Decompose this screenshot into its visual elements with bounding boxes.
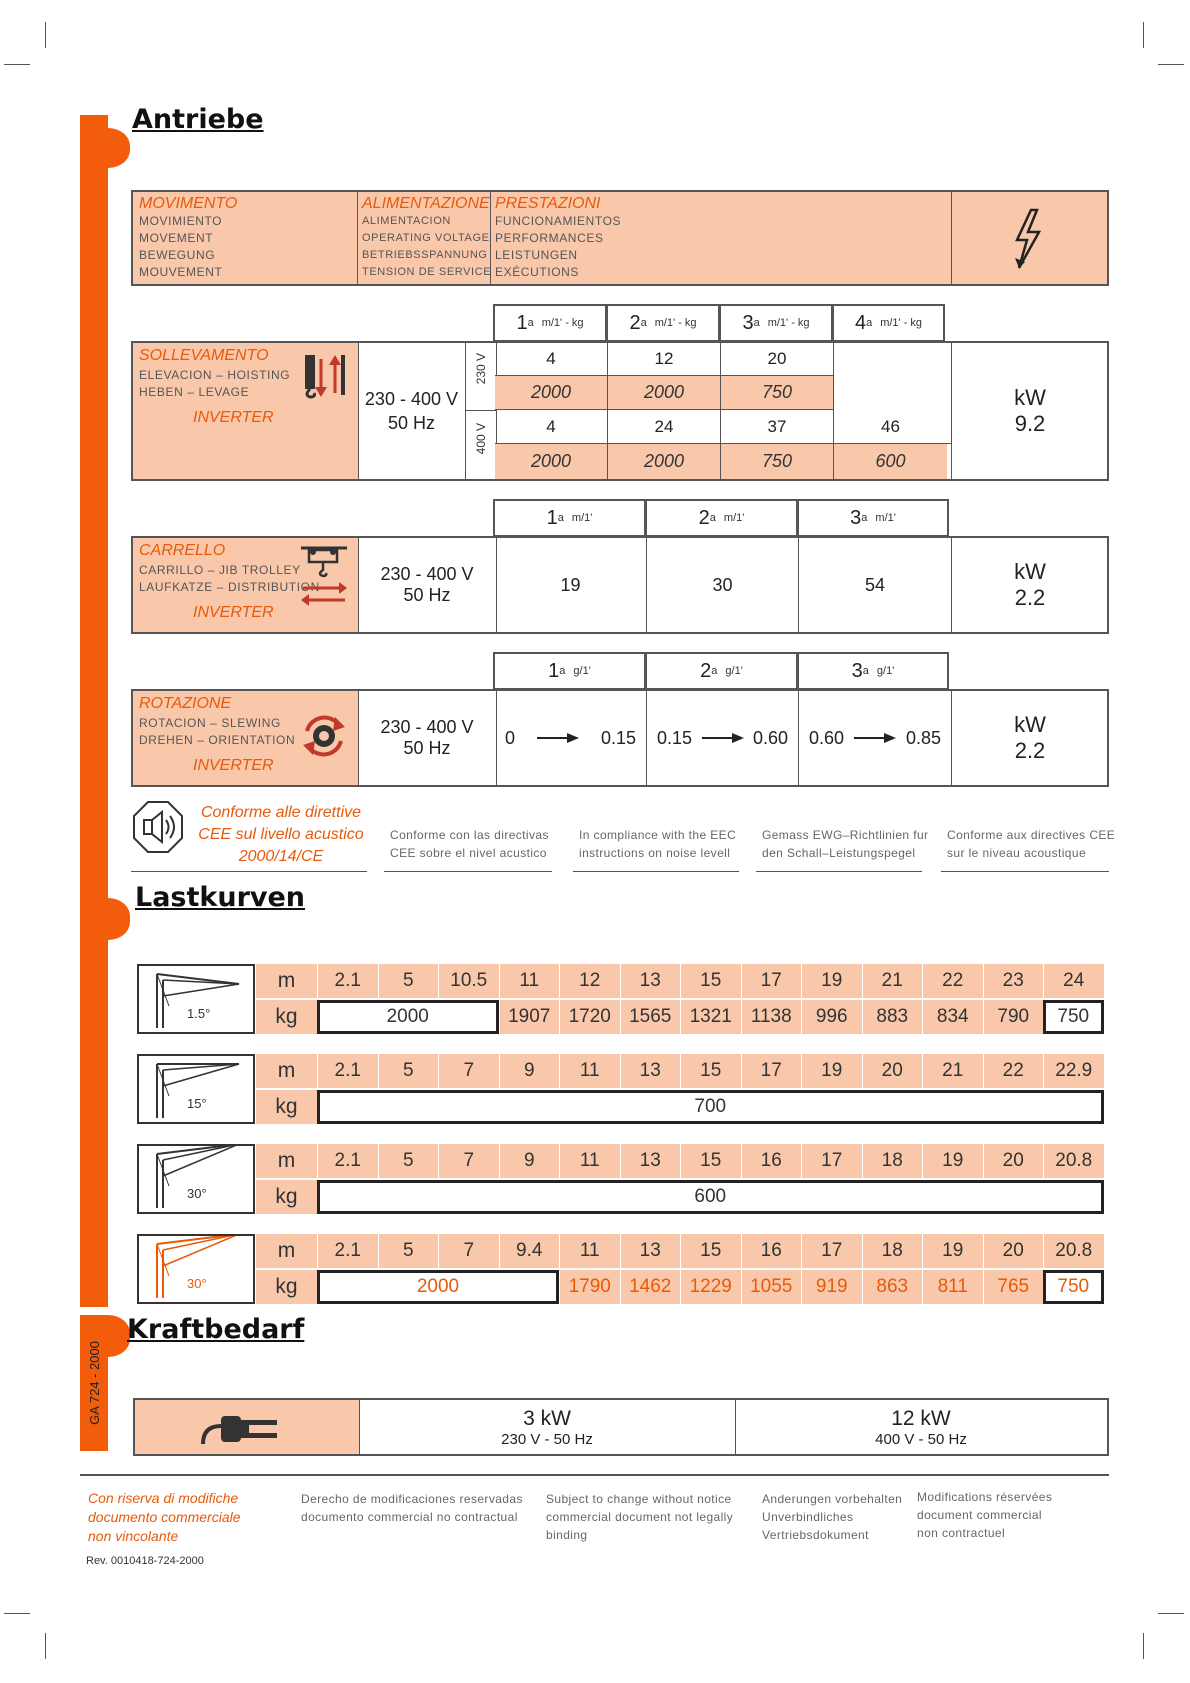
hoisting-cell: 4 (495, 410, 608, 444)
trolley-gear-1: 1 a m/1' (493, 499, 645, 537)
m-label: m (255, 1234, 317, 1268)
load-cell: 1565 (620, 1000, 681, 1034)
trolley-gear-2: 2 a m/1' (645, 499, 797, 537)
hoisting-label-cell: SOLLEVAMENTO ELEVACION – HOISTING HEBEN – LEVAGE INVERTER (133, 343, 359, 479)
power-option-230: 3 kW 230 V - 50 Hz (359, 1400, 736, 1454)
distance-cell: 13 (620, 1234, 681, 1268)
distance-cell: 13 (620, 964, 681, 998)
hoisting-cell: 750 (721, 376, 834, 410)
trolley-speed: 19 (495, 538, 647, 632)
distance-cell: 16 (741, 1144, 802, 1178)
crane-jib-icon (139, 1236, 253, 1302)
noise-note-de: Gemass EWG–Richtlinien fur den Schall–Leistungspegel (762, 828, 929, 860)
section-title-drives: Antriebe (132, 104, 264, 135)
sidebar-tab (108, 128, 130, 168)
noise-note-es: Conforme con las directivas CEE sobre el nivel acustico (390, 828, 549, 860)
hoisting-cell (834, 376, 947, 410)
distance-cell: 9.4 (499, 1234, 560, 1268)
distance-cell: 22 (922, 964, 983, 998)
hoisting-cell: 2000 (608, 376, 721, 410)
distance-cell: 11 (499, 964, 560, 998)
section-title-power: Kraftbedarf (127, 1314, 305, 1345)
slewing-label-cell: ROTAZIONE ROTACION – SLEWING DREHEN – ORIENTATION INVERTER (133, 691, 359, 785)
hoisting-power: kW 9.2 (951, 343, 1108, 479)
hoisting-gear-3: 3 a m/1' - kg (719, 304, 832, 342)
load-curve-table (137, 1144, 1104, 1216)
hoisting-cell: 2000 (495, 376, 608, 410)
distance-cell: 20 (983, 1234, 1044, 1268)
distance-cell: 19 (922, 1144, 983, 1178)
crop-mark (1143, 22, 1144, 48)
jib-angle-cell (137, 1144, 255, 1214)
jib-angle-label: 30° (187, 1276, 207, 1291)
hoisting-cell: 2000 (608, 444, 721, 479)
crop-mark (4, 64, 30, 65)
load-cell: 750 (1043, 1270, 1104, 1304)
power-option-400: 12 kW 400 V - 50 Hz (875, 1406, 967, 1448)
distance-cell: 5 (378, 1054, 439, 1088)
noise-note-it: Conforme alle direttive CEE sul livello acustico 2000/14/CE (198, 804, 364, 865)
footer-divider (80, 1474, 1109, 1476)
footer-es: Derecho de modificaciones reservadas documento commercial no contractual (301, 1492, 523, 1524)
slewing-gear-3: 3 a g/1' (797, 652, 949, 690)
hoisting-cell: 12 (608, 343, 721, 376)
load-cell: 996 (801, 1000, 862, 1034)
load-cell: 1720 (559, 1000, 620, 1034)
load-curve-table (137, 964, 1104, 1036)
distance-cell: 5 (378, 964, 439, 998)
load-cell: 1790 (559, 1270, 620, 1304)
crane-jib-icon (139, 1056, 253, 1122)
trolley-label-cell: CARRELLO CARRILLO – JIB TROLLEY LAUFKATZE – DISTRIBUTION INVERTER (133, 538, 359, 632)
load-cell: 919 (801, 1270, 862, 1304)
hoisting-cell: 46 (881, 417, 900, 436)
distance-cell: 19 (922, 1234, 983, 1268)
footer-en: Subject to change without notice commercial document not legally binding (546, 1492, 734, 1542)
distance-cell: 11 (559, 1144, 620, 1178)
crop-mark (4, 1613, 30, 1614)
distance-cell: 17 (741, 1054, 802, 1088)
trolley-voltage-cell: 230 - 400 V 50 Hz (358, 538, 497, 632)
hoisting-voltage-cell: 230 - 400 V 50 Hz (358, 343, 497, 479)
trolley-icon (299, 544, 349, 610)
distance-cell: 12 (559, 964, 620, 998)
jib-angle-label: 30° (187, 1186, 207, 1201)
hoisting-gear-1: 1 a m/1' - kg (493, 304, 606, 342)
distance-cell: 15 (680, 1054, 741, 1088)
crane-jib-icon (139, 1146, 253, 1212)
distance-cell: 16 (741, 1234, 802, 1268)
slewing-voltage-cell: 230 - 400 V 50 Hz (358, 691, 497, 785)
distance-cell: 2.1 (317, 1234, 378, 1268)
arrow-right-icon (852, 731, 898, 745)
distance-cell: 2.1 (317, 964, 378, 998)
footer-de: Anderungen vorbehalten Unverbindliches Vertriebsdokument (762, 1492, 903, 1542)
noise-note-en: In compliance with the EEC instructions on noise levell (579, 828, 737, 860)
header-movement: MOVIMENTO MOVIMIENTO MOVEMENT BEWEGUNG MOUVEMENT (139, 195, 238, 279)
kg-label: kg (255, 1090, 317, 1124)
distance-cell: 15 (680, 964, 741, 998)
load-cell: 600 (317, 1180, 1104, 1214)
jib-angle-label: 15° (187, 1096, 207, 1111)
hoisting-cell: 20 (721, 343, 834, 376)
distance-cell: 21 (922, 1054, 983, 1088)
load-cell: 2000 (317, 1000, 499, 1034)
label-230v: 230 V (474, 353, 488, 385)
crop-mark (1143, 1633, 1144, 1659)
distance-cell: 11 (559, 1054, 620, 1088)
distance-cell: 5 (378, 1144, 439, 1178)
distance-cell: 11 (559, 1234, 620, 1268)
load-cell: 1462 (620, 1270, 681, 1304)
crop-mark (1158, 64, 1184, 65)
load-cell: 1138 (741, 1000, 802, 1034)
hoisting-gear-4: 4 a m/1' - kg (832, 304, 945, 342)
distance-cell: 20 (983, 1144, 1044, 1178)
footer-fr: Modifications réservées document commercial non contractuel (917, 1490, 1053, 1540)
distance-cell: 20 (862, 1054, 923, 1088)
m-label: m (255, 1144, 317, 1178)
trolley-gear-3: 3 a m/1' (797, 499, 949, 537)
footer-it: Con riserva di modifiche documento commerciale non vincolante (88, 1490, 241, 1544)
distance-cell: 18 (862, 1144, 923, 1178)
load-curve-table (137, 1054, 1104, 1126)
distance-cell: 15 (680, 1144, 741, 1178)
revision-code: Rev. 0010418-724-2000 (86, 1555, 204, 1567)
hoisting-cell (834, 343, 947, 376)
load-cell: 1907 (499, 1000, 560, 1034)
load-cell: 2000 (317, 1270, 559, 1304)
crane-jib-icon (139, 966, 253, 1032)
distance-cell: 20.8 (1043, 1234, 1104, 1268)
m-label: m (255, 964, 317, 998)
distance-cell: 17 (801, 1234, 862, 1268)
load-cell: 1321 (680, 1000, 741, 1034)
crop-mark (1158, 1613, 1184, 1614)
load-cell: 811 (922, 1270, 983, 1304)
hoist-icon (301, 353, 349, 399)
jib-angle-label: 1.5° (187, 1006, 211, 1021)
distance-cell: 13 (620, 1054, 681, 1088)
slewing-range: 0.60 0.85 (809, 727, 941, 748)
load-cell: 1229 (680, 1270, 741, 1304)
distance-cell: 9 (499, 1144, 560, 1178)
noise-note-fr: Conforme aux directives CEE sur le niveau acoustique (947, 828, 1116, 860)
jib-angle-cell (137, 1234, 255, 1304)
sidebar-tab (108, 898, 130, 940)
hoisting-cell: 600 (834, 444, 947, 479)
hoisting-cell: 4 (495, 343, 608, 376)
distance-cell: 19 (801, 1054, 862, 1088)
distance-cell: 18 (862, 1234, 923, 1268)
distance-cell: 22 (983, 1054, 1044, 1088)
distance-cell: 22.9 (1043, 1054, 1104, 1088)
crop-mark (45, 22, 46, 48)
distance-cell: 2.1 (317, 1054, 378, 1088)
distance-cell: 15 (680, 1234, 741, 1268)
kg-label: kg (255, 1000, 317, 1034)
load-curve-table (137, 1234, 1104, 1306)
load-cell: 834 (922, 1000, 983, 1034)
distance-cell: 10.5 (438, 964, 499, 998)
hoisting-cell: 24 (608, 410, 721, 444)
distance-cell: 2.1 (317, 1144, 378, 1178)
slewing-range: 0.15 0.60 (647, 691, 799, 785)
rotation-icon (299, 711, 349, 761)
distance-cell: 9 (499, 1054, 560, 1088)
kg-label: kg (255, 1180, 317, 1214)
load-cell: 1055 (741, 1270, 802, 1304)
load-cell: 765 (983, 1270, 1044, 1304)
slewing-block (131, 689, 1109, 787)
header-supply: ALIMENTAZIONE ALIMENTACION OPERATING VOLTAGE BETRIEBSSPANNUNG TENSION DE SERVICE (362, 195, 492, 278)
noise-icon (132, 800, 184, 854)
load-cell: 863 (862, 1270, 923, 1304)
hoisting-cell: 750 (721, 444, 834, 479)
distance-cell: 24 (1043, 964, 1104, 998)
header-performance: PRESTAZIONI FUNCIONAMIENTOS PERFORMANCES LEISTUNGEN EXÉCUTIONS (495, 195, 622, 279)
slewing-gear-2: 2 a g/1' (645, 652, 797, 690)
jib-angle-cell (137, 1054, 255, 1124)
distance-cell: 13 (620, 1144, 681, 1178)
trolley-speed: 30 (647, 538, 799, 632)
distance-cell: 19 (801, 964, 862, 998)
trolley-block (131, 536, 1109, 634)
distance-cell: 20.8 (1043, 1144, 1104, 1178)
sidebar-code: GA 724 - 2000 (86, 1341, 102, 1425)
distance-cell: 7 (438, 1054, 499, 1088)
crop-mark (45, 1633, 46, 1659)
hoisting-cell: 37 (721, 410, 834, 444)
trolley-speed: 54 (864, 574, 886, 595)
section-title-load-curves: Lastkurven (135, 882, 306, 913)
hoisting-cell: 2000 (495, 444, 608, 479)
distance-cell: 5 (378, 1234, 439, 1268)
plug-icon (201, 1408, 281, 1448)
hoisting-gear-2: 2 a m/1' - kg (606, 304, 719, 342)
distance-cell: 17 (741, 964, 802, 998)
power-table (133, 1398, 1109, 1456)
label-400v: 400 V (474, 423, 488, 455)
lightning-icon (999, 204, 1059, 274)
slewing-range: 0 0.15 (495, 691, 647, 785)
load-cell: 750 (1043, 1000, 1104, 1034)
distance-cell: 7 (438, 1234, 499, 1268)
distance-cell: 7 (438, 1144, 499, 1178)
jib-angle-cell (137, 964, 255, 1034)
distance-cell: 17 (801, 1144, 862, 1178)
hoisting-block (131, 341, 1109, 481)
slewing-gear-1: 1 a g/1' (493, 652, 645, 690)
sidebar-bar (80, 115, 108, 1307)
arrow-right-icon (700, 731, 746, 745)
load-cell: 790 (983, 1000, 1044, 1034)
m-label: m (255, 1054, 317, 1088)
slewing-power: kW 2.2 (951, 691, 1108, 785)
distance-cell: 23 (983, 964, 1044, 998)
arrow-right-icon (535, 731, 581, 745)
load-cell: 883 (862, 1000, 923, 1034)
load-cell: 700 (317, 1090, 1104, 1124)
drives-header (131, 190, 1109, 286)
distance-cell: 21 (862, 964, 923, 998)
kg-label: kg (255, 1270, 317, 1304)
trolley-power: kW 2.2 (951, 538, 1108, 632)
